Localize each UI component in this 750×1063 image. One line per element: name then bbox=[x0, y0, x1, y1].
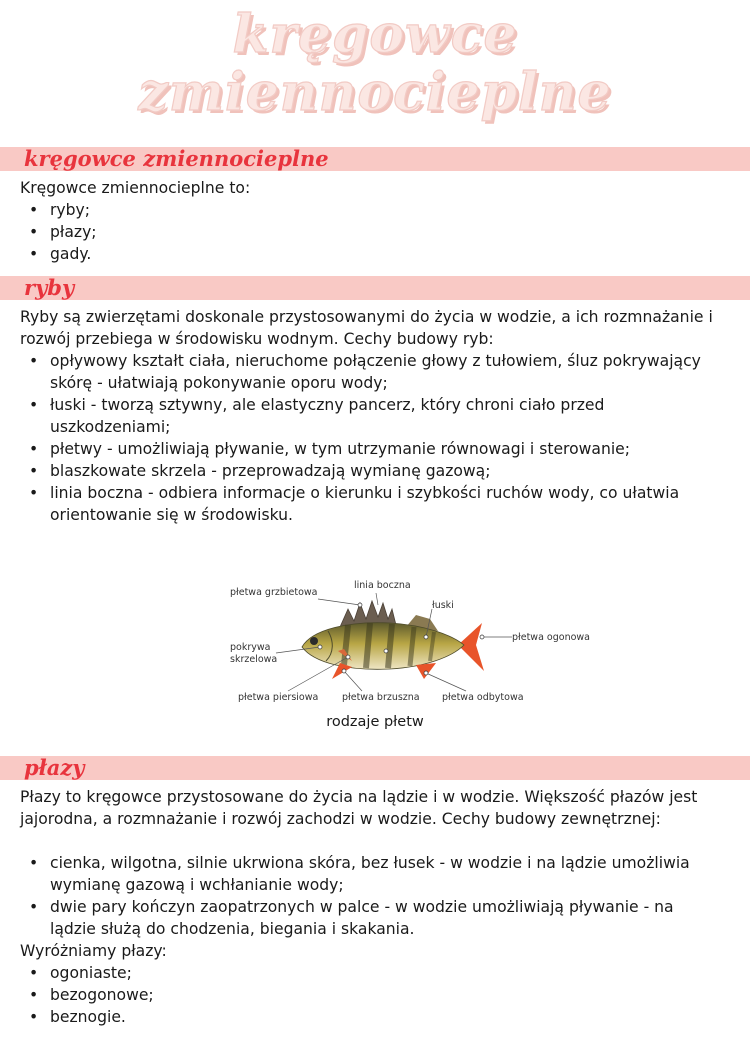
section-band-fish bbox=[0, 276, 750, 300]
list-item: • płetwy - umożliwiają pływanie, w tym utrzymanie równowagi i sterowanie; bbox=[20, 438, 710, 460]
page-title-line-2: zmiennocieplne bbox=[138, 62, 612, 123]
list-item: • bezogonowe; bbox=[20, 984, 710, 1006]
label-pectoral-fin: płetwa piersiowa bbox=[238, 692, 319, 703]
section-intro-fish: Ryby są zwierzętami doskonale przystosowanymi do życia w wodzie, a ich rozmnażanie i rozwój przebiega w środowisku wodnym. Cechy budowy ryb: bbox=[20, 308, 713, 348]
list-item: • blaszkowate skrzela - przeprowadzają wymianę gazową; bbox=[20, 460, 710, 482]
label-scales: łuski bbox=[432, 600, 454, 611]
list-item: • cienka, wilgotna, silnie ukrwiona skóra, bez łusek - w wodzie i na lądzie umożliwia wymianę gazową i wchłanianie wody; bbox=[20, 852, 710, 896]
section-band-amphibians bbox=[0, 756, 750, 780]
label-gill-cover-2: skrzelowa bbox=[230, 654, 278, 665]
list-item: • beznogie. bbox=[20, 1006, 710, 1028]
eye bbox=[310, 637, 318, 645]
label-anal-fin: płetwa odbytowa bbox=[442, 692, 524, 703]
list-item: • opływowy kształt ciała, nieruchome połączenie głowy z tułowiem, śluz pokrywający skórę - ułatwiają pokonywanie oporu wody; bbox=[20, 350, 710, 394]
label-tail-fin: płetwa ogonowa bbox=[512, 632, 590, 643]
list-item: • dwie pary kończyn zaopatrzonych w palce - w wodzie umożliwiają pływanie - na lądzie służą do chodzenia, biegania i skakania. bbox=[20, 896, 710, 940]
list-item: • gady. bbox=[20, 243, 710, 265]
list-item: • płazy; bbox=[20, 221, 710, 243]
section-intro-amphibians: Płazy to kręgowce przystosowane do życia na lądzie i w wodzie. Większość płazów jest jajorodna, a rozmnażanie i rozwój zachodzi w wodzie. Cechy budowy zewnętrznej: bbox=[20, 788, 698, 828]
section-heading-amphibians: płazy bbox=[24, 755, 85, 780]
amphibian-types-list bbox=[20, 962, 710, 1028]
amphibian-features-list bbox=[20, 852, 710, 940]
label-gill-cover-1: pokrywa bbox=[230, 642, 271, 653]
amphibian-types-intro: Wyróżniamy płazy: bbox=[20, 942, 167, 960]
label-lateral-line: linia boczna bbox=[354, 580, 411, 591]
page-title bbox=[0, 6, 750, 122]
list-item: • ogoniaste; bbox=[20, 962, 710, 984]
label-pelvic-fin: płetwa brzuszna bbox=[342, 692, 420, 703]
fish-body bbox=[302, 623, 464, 670]
vertebrates-list bbox=[20, 199, 710, 265]
section-heading-vertebrates: kręgowce zmiennocieplne bbox=[24, 146, 329, 171]
fish-fins-figure bbox=[220, 575, 600, 710]
page-title-line-1: kręgowce bbox=[232, 4, 518, 65]
list-item: • linia boczna - odbiera informacje o kierunku i szybkości ruchów wody, co ułatwia orientowanie się w środowisku. bbox=[20, 482, 710, 526]
label-dorsal-fin: płetwa grzbietowa bbox=[230, 587, 318, 598]
section-heading-fish: ryby bbox=[24, 275, 75, 300]
list-item: • ryby; bbox=[20, 199, 710, 221]
list-item: • łuski - tworzą sztywny, ale elastyczny pancerz, który chroni ciało przed uszkodzeniami; bbox=[20, 394, 710, 438]
section-intro-vertebrates: Kręgowce zmiennocieplne to: bbox=[20, 179, 251, 197]
figure-caption: rodzaje płetw bbox=[326, 714, 424, 730]
fish-features-list bbox=[20, 350, 710, 526]
